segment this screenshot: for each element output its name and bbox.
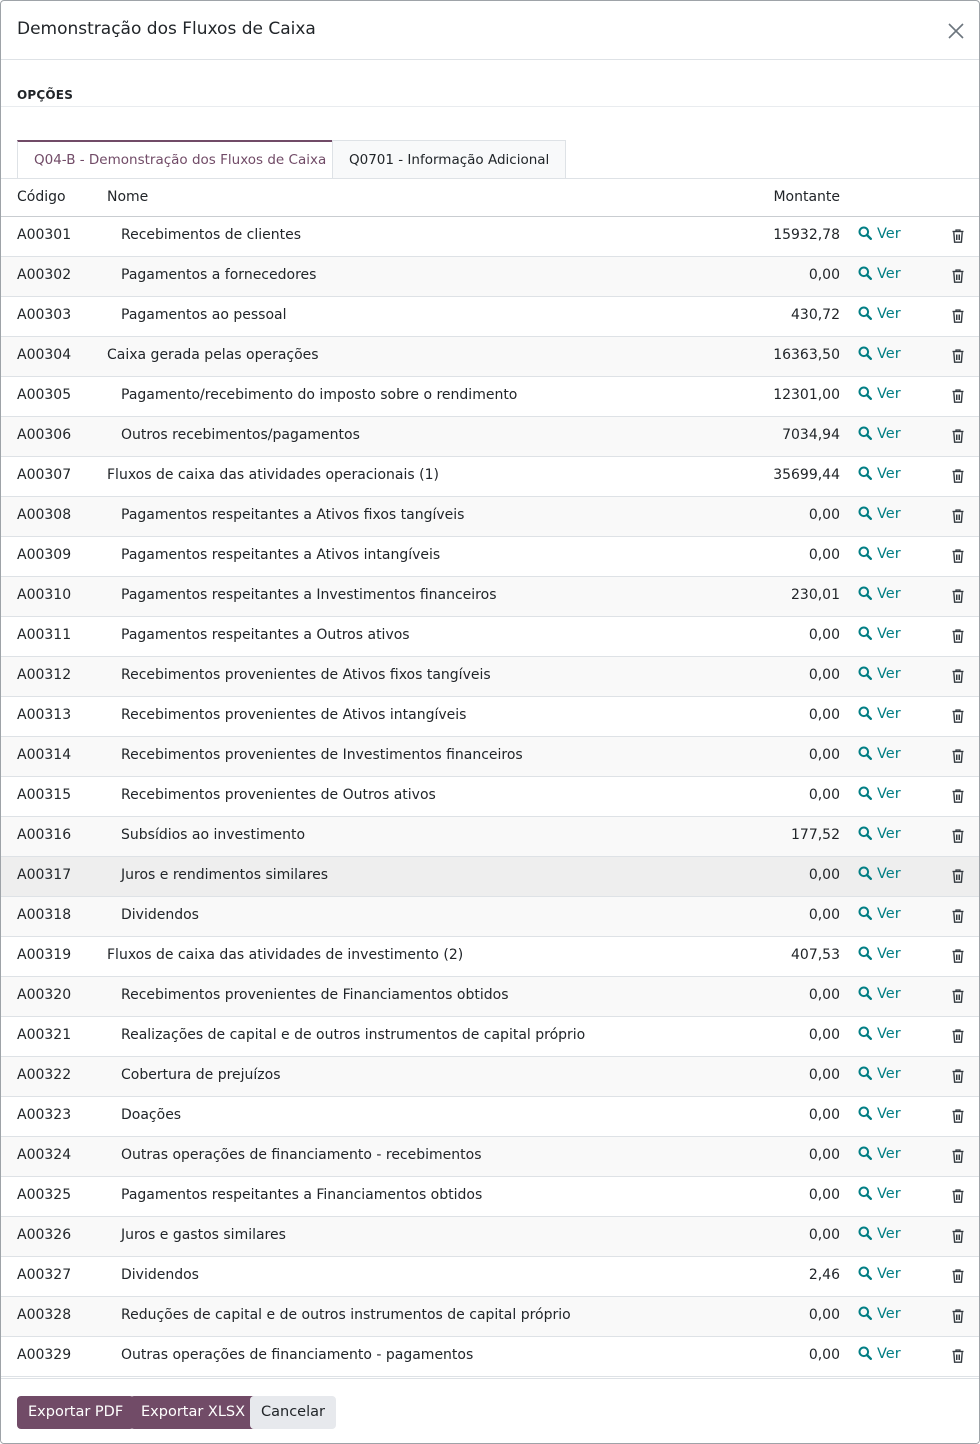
table-row[interactable] xyxy=(1,737,979,777)
search-icon xyxy=(858,266,877,282)
trash-icon[interactable] xyxy=(951,588,965,604)
row-code: A00323 xyxy=(17,1107,72,1123)
row-code: A00328 xyxy=(17,1307,72,1323)
table-row[interactable] xyxy=(1,257,979,297)
row-code: A00316 xyxy=(17,827,72,843)
row-name: Caixa gerada pelas operações xyxy=(107,347,319,363)
row-name: Reduções de capital e de outros instrumentos de capital próprio xyxy=(121,1307,571,1323)
row-name: Pagamentos ao pessoal xyxy=(121,307,287,323)
row-code: A00324 xyxy=(17,1147,72,1163)
row-name: Outros recebimentos/pagamentos xyxy=(121,427,360,443)
view-label: Ver xyxy=(877,1226,901,1242)
view-button[interactable] xyxy=(858,1186,901,1202)
trash-icon[interactable] xyxy=(951,1068,965,1084)
row-code: A00309 xyxy=(17,547,72,563)
row-name: Recebimentos provenientes de Outros ativos xyxy=(121,787,436,803)
export-xlsx-button[interactable]: Exportar XLSX xyxy=(130,1396,256,1429)
view-label: Ver xyxy=(877,706,901,722)
trash-icon[interactable] xyxy=(951,908,965,924)
search-icon xyxy=(858,1146,877,1162)
row-amount: 0,00 xyxy=(808,1347,840,1363)
trash-icon[interactable] xyxy=(951,1188,965,1204)
divider xyxy=(1,106,979,107)
table-row[interactable] xyxy=(1,377,979,417)
view-label: Ver xyxy=(877,1026,901,1042)
row-amount: 230,01 xyxy=(791,587,840,603)
search-icon xyxy=(858,906,877,922)
trash-icon[interactable] xyxy=(951,988,965,1004)
view-button[interactable] xyxy=(858,786,901,802)
view-button[interactable] xyxy=(858,466,901,482)
view-button[interactable] xyxy=(858,1306,901,1322)
view-button[interactable] xyxy=(858,1066,901,1082)
row-amount: 0,00 xyxy=(808,1187,840,1203)
trash-icon[interactable] xyxy=(951,1268,965,1284)
row-code: A00329 xyxy=(17,1347,72,1363)
view-label: Ver xyxy=(877,826,901,842)
row-amount: 177,52 xyxy=(791,827,840,843)
view-label: Ver xyxy=(877,906,901,922)
search-icon xyxy=(858,866,877,882)
view-button[interactable] xyxy=(858,1026,901,1042)
search-icon xyxy=(858,1266,877,1282)
view-button[interactable] xyxy=(858,1226,901,1242)
view-label: Ver xyxy=(877,1346,901,1362)
trash-icon[interactable] xyxy=(951,1108,965,1124)
search-icon xyxy=(858,626,877,642)
view-label: Ver xyxy=(877,386,901,402)
row-amount: 0,00 xyxy=(808,1307,840,1323)
table-row[interactable] xyxy=(1,1297,979,1337)
row-amount: 7034,94 xyxy=(782,427,840,443)
row-code: A00304 xyxy=(17,347,72,363)
row-amount: 0,00 xyxy=(808,547,840,563)
row-name: Realizações de capital e de outros instrumentos de capital próprio xyxy=(121,1027,586,1043)
view-button[interactable] xyxy=(858,746,901,762)
trash-icon[interactable] xyxy=(951,788,965,804)
trash-icon[interactable] xyxy=(951,868,965,884)
trash-icon[interactable] xyxy=(951,668,965,684)
table-row[interactable] xyxy=(1,777,979,817)
row-code: A00322 xyxy=(17,1067,72,1083)
column-header-name: Nome xyxy=(107,189,149,205)
search-icon xyxy=(858,1066,877,1082)
table-row[interactable] xyxy=(1,1097,979,1137)
row-name: Fluxos de caixa das atividades de investimento (2) xyxy=(107,947,464,963)
row-amount: 0,00 xyxy=(808,1107,840,1123)
row-amount: 0,00 xyxy=(808,747,840,763)
view-label: Ver xyxy=(877,266,901,282)
view-button[interactable] xyxy=(858,346,901,362)
row-name: Fluxos de caixa das atividades operacionais (1) xyxy=(107,467,439,483)
view-button[interactable] xyxy=(858,226,901,242)
table-row[interactable] xyxy=(1,697,979,737)
search-icon xyxy=(858,986,877,1002)
row-name: Pagamentos respeitantes a Outros ativos xyxy=(121,627,410,643)
table-row[interactable] xyxy=(1,1257,979,1297)
search-icon xyxy=(858,1026,877,1042)
trash-icon[interactable] xyxy=(951,948,965,964)
search-icon xyxy=(858,1226,877,1242)
view-button[interactable] xyxy=(858,1346,901,1362)
row-name: Pagamentos respeitantes a Investimentos financeiros xyxy=(121,587,497,603)
view-label: Ver xyxy=(877,746,901,762)
view-button[interactable] xyxy=(858,626,901,642)
view-button[interactable] xyxy=(858,666,901,682)
view-button[interactable] xyxy=(858,506,901,522)
view-label: Ver xyxy=(877,586,901,602)
row-name: Subsídios ao investimento xyxy=(121,827,306,843)
column-header-code: Código xyxy=(17,189,66,205)
trash-icon[interactable] xyxy=(951,628,965,644)
trash-icon[interactable] xyxy=(951,308,965,324)
row-code: A00315 xyxy=(17,787,72,803)
view-label: Ver xyxy=(877,226,901,242)
row-code: A00306 xyxy=(17,427,72,443)
search-icon xyxy=(858,1346,877,1362)
search-icon xyxy=(858,826,877,842)
table-row[interactable] xyxy=(1,1337,979,1377)
table-row[interactable] xyxy=(1,537,979,577)
view-button[interactable] xyxy=(858,986,901,1002)
table-row[interactable] xyxy=(1,817,979,857)
row-code: A00327 xyxy=(17,1267,72,1283)
row-name: Doações xyxy=(121,1107,182,1123)
table-row[interactable] xyxy=(1,457,979,497)
trash-icon[interactable] xyxy=(951,548,965,564)
row-code: A00310 xyxy=(17,587,72,603)
row-amount: 0,00 xyxy=(808,987,840,1003)
row-name: Pagamentos a fornecedores xyxy=(121,267,317,283)
row-amount: 0,00 xyxy=(808,867,840,883)
table-row[interactable] xyxy=(1,937,979,977)
row-name: Juros e rendimentos similares xyxy=(121,867,328,883)
row-code: A00301 xyxy=(17,227,72,243)
row-amount: 0,00 xyxy=(808,267,840,283)
options-heading: OPÇÕES xyxy=(17,88,74,102)
trash-icon[interactable] xyxy=(951,388,965,404)
row-amount: 0,00 xyxy=(808,1067,840,1083)
row-code: A00317 xyxy=(17,867,72,883)
view-button[interactable] xyxy=(858,706,901,722)
row-code: A00312 xyxy=(17,667,72,683)
search-icon xyxy=(858,506,877,522)
row-amount: 0,00 xyxy=(808,907,840,923)
row-code: A00308 xyxy=(17,507,72,523)
table-body xyxy=(1,217,979,1377)
row-code: A00307 xyxy=(17,467,72,483)
view-label: Ver xyxy=(877,626,901,642)
view-label: Ver xyxy=(877,986,901,1002)
view-label: Ver xyxy=(877,786,901,802)
row-name: Dividendos xyxy=(121,1267,199,1283)
search-icon xyxy=(858,1106,877,1122)
table-row[interactable] xyxy=(1,337,979,377)
row-amount: 430,72 xyxy=(791,307,840,323)
row-code: A00303 xyxy=(17,307,72,323)
view-label: Ver xyxy=(877,1106,901,1122)
view-label: Ver xyxy=(877,946,901,962)
trash-icon[interactable] xyxy=(951,1348,965,1364)
search-icon xyxy=(858,706,877,722)
row-amount: 0,00 xyxy=(808,507,840,523)
table-row[interactable] xyxy=(1,657,979,697)
view-label: Ver xyxy=(877,1146,901,1162)
view-label: Ver xyxy=(877,506,901,522)
row-code: A00326 xyxy=(17,1227,72,1243)
row-name: Recebimentos provenientes de Financiamentos obtidos xyxy=(121,987,509,1003)
view-label: Ver xyxy=(877,1186,901,1202)
export-pdf-button[interactable]: Exportar PDF xyxy=(17,1396,134,1429)
tab-q04b[interactable]: Q04-B - Demonstração dos Fluxos de Caixa xyxy=(17,140,343,179)
table-row[interactable] xyxy=(1,897,979,937)
search-icon xyxy=(858,306,877,322)
view-label: Ver xyxy=(877,1266,901,1282)
table-row[interactable] xyxy=(1,217,979,257)
view-label: Ver xyxy=(877,666,901,682)
row-amount: 2,46 xyxy=(808,1267,840,1283)
search-icon xyxy=(858,386,877,402)
trash-icon[interactable] xyxy=(951,428,965,444)
row-name: Pagamentos respeitantes a Ativos intangíveis xyxy=(121,547,441,563)
row-name: Recebimentos provenientes de Ativos fixos tangíveis xyxy=(121,667,491,683)
search-icon xyxy=(858,1306,877,1322)
table-row[interactable] xyxy=(1,1017,979,1057)
dialog-header xyxy=(1,1,979,60)
row-amount: 0,00 xyxy=(808,627,840,643)
row-code: A00311 xyxy=(17,627,72,643)
table-row[interactable] xyxy=(1,1057,979,1097)
row-amount: 0,00 xyxy=(808,787,840,803)
view-label: Ver xyxy=(877,466,901,482)
view-button[interactable] xyxy=(858,866,901,882)
view-button[interactable] xyxy=(858,586,901,602)
trash-icon[interactable] xyxy=(951,1028,965,1044)
table-row[interactable] xyxy=(1,857,979,897)
cancel-button[interactable]: Cancelar xyxy=(250,1396,336,1429)
view-button[interactable] xyxy=(858,1146,901,1162)
row-amount: 0,00 xyxy=(808,1227,840,1243)
tab-q0701[interactable]: Q0701 - Informação Adicional xyxy=(332,140,566,179)
view-button[interactable] xyxy=(858,266,901,282)
view-button[interactable] xyxy=(858,906,901,922)
row-name: Recebimentos provenientes de Ativos intangíveis xyxy=(121,707,467,723)
dialog-title: Demonstração dos Fluxos de Caixa xyxy=(17,19,316,39)
search-icon xyxy=(858,546,877,562)
row-name: Pagamentos respeitantes a Financiamentos obtidos xyxy=(121,1187,483,1203)
row-name: Recebimentos provenientes de Investimentos financeiros xyxy=(121,747,523,763)
trash-icon[interactable] xyxy=(951,348,965,364)
row-code: A00319 xyxy=(17,947,72,963)
trash-icon[interactable] xyxy=(951,1228,965,1244)
table-row[interactable] xyxy=(1,297,979,337)
search-icon xyxy=(858,426,877,442)
trash-icon[interactable] xyxy=(951,508,965,524)
search-icon xyxy=(858,946,877,962)
table-row[interactable] xyxy=(1,1177,979,1217)
view-label: Ver xyxy=(877,306,901,322)
view-button[interactable] xyxy=(858,426,901,442)
search-icon xyxy=(858,346,877,362)
view-label: Ver xyxy=(877,546,901,562)
trash-icon[interactable] xyxy=(951,468,965,484)
row-amount: 0,00 xyxy=(808,707,840,723)
row-code: A00321 xyxy=(17,1027,72,1043)
row-code: A00320 xyxy=(17,987,72,1003)
trash-icon[interactable] xyxy=(951,708,965,724)
row-code: A00325 xyxy=(17,1187,72,1203)
row-name: Outras operações de financiamento - recebimentos xyxy=(121,1147,482,1163)
view-label: Ver xyxy=(877,426,901,442)
table-row[interactable] xyxy=(1,417,979,457)
row-amount: 12301,00 xyxy=(773,387,840,403)
dialog-footer xyxy=(1,1378,979,1444)
close-icon[interactable] xyxy=(945,20,967,42)
trash-icon[interactable] xyxy=(951,828,965,844)
view-button[interactable] xyxy=(858,1266,901,1282)
column-header-amount: Montante xyxy=(773,189,840,205)
view-label: Ver xyxy=(877,1066,901,1082)
row-amount: 35699,44 xyxy=(773,467,840,483)
table-row[interactable] xyxy=(1,617,979,657)
row-name: Cobertura de prejuízos xyxy=(121,1067,281,1083)
search-icon xyxy=(858,226,877,242)
row-amount: 0,00 xyxy=(808,667,840,683)
view-label: Ver xyxy=(877,866,901,882)
table-row[interactable] xyxy=(1,977,979,1017)
view-button[interactable] xyxy=(858,386,901,402)
row-code: A00314 xyxy=(17,747,72,763)
row-code: A00305 xyxy=(17,387,72,403)
row-name: Juros e gastos similares xyxy=(121,1227,286,1243)
row-amount: 15932,78 xyxy=(773,227,840,243)
row-code: A00313 xyxy=(17,707,72,723)
search-icon xyxy=(858,466,877,482)
table-header xyxy=(1,179,979,217)
search-icon xyxy=(858,586,877,602)
search-icon xyxy=(858,1186,877,1202)
table-row[interactable] xyxy=(1,577,979,617)
row-amount: 0,00 xyxy=(808,1027,840,1043)
trash-icon[interactable] xyxy=(951,748,965,764)
trash-icon[interactable] xyxy=(951,228,965,244)
row-name: Pagamentos respeitantes a Ativos fixos tangíveis xyxy=(121,507,465,523)
row-name: Recebimentos de clientes xyxy=(121,227,302,243)
search-icon xyxy=(858,786,877,802)
view-button[interactable] xyxy=(858,1106,901,1122)
trash-icon[interactable] xyxy=(951,268,965,284)
row-amount: 407,53 xyxy=(791,947,840,963)
table-row[interactable] xyxy=(1,1217,979,1257)
search-icon xyxy=(858,746,877,762)
row-code: A00302 xyxy=(17,267,72,283)
table-row[interactable] xyxy=(1,497,979,537)
row-code: A00318 xyxy=(17,907,72,923)
view-label: Ver xyxy=(877,1306,901,1322)
view-button[interactable] xyxy=(858,946,901,962)
row-name: Outras operações de financiamento - pagamentos xyxy=(121,1347,474,1363)
trash-icon[interactable] xyxy=(951,1308,965,1324)
search-icon xyxy=(858,666,877,682)
row-name: Dividendos xyxy=(121,907,199,923)
row-amount: 0,00 xyxy=(808,1147,840,1163)
row-amount: 16363,50 xyxy=(773,347,840,363)
view-label: Ver xyxy=(877,346,901,362)
trash-icon[interactable] xyxy=(951,1148,965,1164)
view-button[interactable] xyxy=(858,306,901,322)
view-button[interactable] xyxy=(858,546,901,562)
table-row[interactable] xyxy=(1,1137,979,1177)
view-button[interactable] xyxy=(858,826,901,842)
row-name: Pagamento/recebimento do imposto sobre o rendimento xyxy=(121,387,518,403)
